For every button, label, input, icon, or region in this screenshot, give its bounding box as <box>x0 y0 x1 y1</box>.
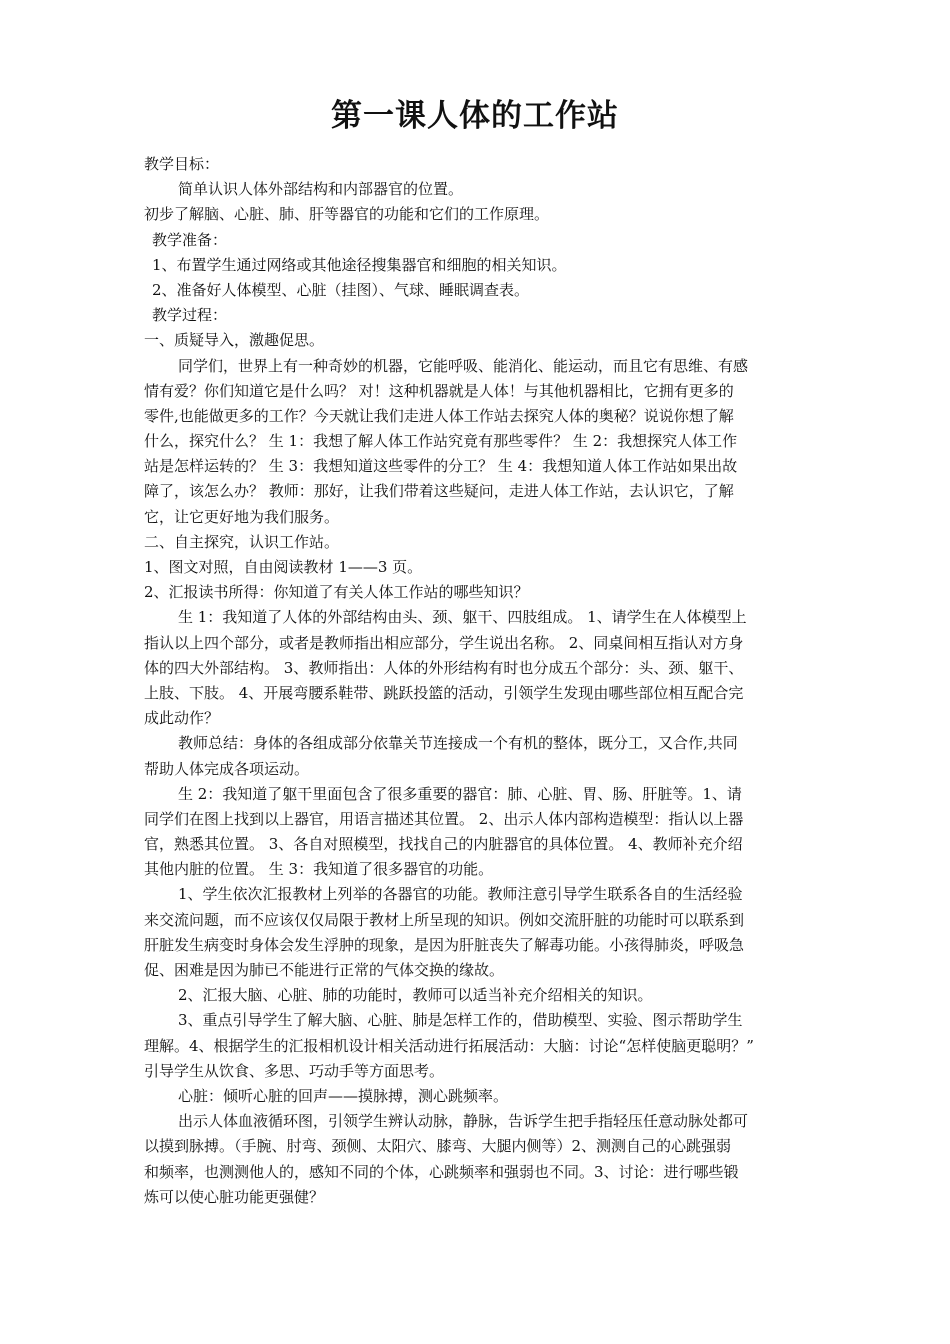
text-line: 肝脏发生病变时身体会发生浮肿的现象，是因为肝脏丧失了解毒功能。小孩得肺炎，呼吸急 <box>144 935 745 954</box>
text-line: 1、布置学生通过网络或其他途径搜集器官和细胞的相关知识。 <box>152 255 567 274</box>
text-line: 上肢、下肢。 4、开展弯腰系鞋带、跳跃投篮的活动，引领学生发现由哪些部位相互配合完 <box>144 683 744 702</box>
text-line: 体的四大外部结构。 3、教师指出：人体的外形结构有时也分成五个部分：头、颈、躯干、 <box>144 658 744 677</box>
text-line: 站是怎样运转的？ 生 3：我想知道这些零件的分工？ 生 4：我想知道人体工作站如果出故 <box>144 457 738 476</box>
text-line: 引导学生从饮食、多思、巧动手等方面思考。 <box>144 1061 445 1080</box>
text-line: 同学们，世界上有一种奇妙的机器，它能呼吸、能消化、能运动，而且它有思维、有感 <box>178 356 749 375</box>
text-line: 帮助人体完成各项运动。 <box>144 759 310 778</box>
text-line: 一、质疑导入，激趣促思。 <box>144 331 325 350</box>
text-line: 成此动作？ <box>144 709 220 728</box>
text-line: 教学目标： <box>144 155 220 173</box>
text-line: 和频率，也测测他人的，感知不同的个体，心跳频率和强弱也不同。3、讨论：进行哪些锻 <box>144 1162 739 1181</box>
text-line: 2、汇报读书所得：你知道了有关人体工作站的哪些知识？ <box>144 583 529 602</box>
lesson-body <box>144 152 824 1210</box>
text-line: 初步了解脑、心脏、肺、肝等器官的功能和它们的工作原理。 <box>144 205 550 224</box>
text-line: 官，熟悉其位置。 3、各自对照模型，找找自己的内脏器官的具体位置。 4、教师补充介绍 <box>144 835 743 854</box>
text-line: 二、自主探究，认识工作站。 <box>144 532 340 551</box>
text-line: 来交流问题，而不应该仅仅局限于教材上所呈现的知识。例如交流肝脏的功能时可以联系到 <box>144 910 745 929</box>
text-line: 促、困难是因为肺已不能进行正常的气体交换的缘故。 <box>144 961 505 979</box>
text-line: 理解。4、根据学生的汇报相机设计相关活动进行拓展活动：大脑：讨论“怎样使脑更聪明？” <box>144 1036 754 1055</box>
text-line: 简单认识人体外部结构和内部器官的位置。 <box>178 180 464 199</box>
page-title: 第一课人体的工作站 <box>331 98 619 134</box>
text-line: 教学准备： <box>152 230 228 249</box>
text-line: 出示人体血液循环图，引领学生辨认动脉，静脉，告诉学生把手指轻压任意动脉处都可 <box>178 1112 749 1131</box>
text-line: 2、准备好人体模型、心脏（挂图）、气球、睡眠调查表。 <box>152 280 530 299</box>
text-line: 情有爱？你们知道它是什么吗？ 对！这种机器就是人体！与其他机器相比，它拥有更多的 <box>144 381 734 400</box>
text-line: 1、图文对照，自由阅读教材 1——3 页。 <box>144 558 423 576</box>
text-line: 生 2：我知道了躯干里面包含了很多重要的器官：肺、心脏、胃、肠、肝脏等。1、请 <box>178 784 742 803</box>
text-line: 2、汇报大脑、心脏、肺的功能时，教师可以适当补充介绍相关的知识。 <box>178 986 653 1005</box>
text-line: 它，让它更好地为我们服务。 <box>144 507 340 526</box>
text-line: 心脏：倾听心脏的回声——摸脉搏，测心跳频率。 <box>178 1086 509 1105</box>
text-line: 零件,也能做更多的工作？今天就让我们走进人体工作站去探究人体的奥秘？说说你想了解 <box>144 406 734 425</box>
text-line: 1、学生依次汇报教材上列举的各器官的功能。教师注意引导学生联系各自的生活经验 <box>178 885 743 904</box>
text-line: 以摸到脉搏。（手腕、肘弯、颈侧、太阳穴、膝弯、大腿内侧等）2、测测自己的心跳强弱 <box>144 1137 732 1156</box>
text-line: 3、重点引导学生了解大脑、心脏、肺是怎样工作的，借助模型、实验、图示帮助学生 <box>178 1011 743 1030</box>
text-line: 同学们在图上找到以上器官，用语言描述其位置。 2、出示人体内部构造模型：指认以上器 <box>144 809 744 828</box>
text-line: 障了，该怎么办？ 教师：那好，让我们带着这些疑问，走进人体工作站，去认识它，了解 <box>144 482 734 501</box>
text-line: 什么，探究什么？ 生 1：我想了解人体工作站究竟有那些零件？ 生 2：我想探究人体工作 <box>144 432 738 451</box>
text-line: 教师总结：身体的各组成部分依靠关节连接成一个有机的整体，既分工，又合作,共同 <box>178 734 738 753</box>
text-line: 其他内脏的位置。 生 3：我知道了很多器官的功能。 <box>144 860 494 879</box>
text-line: 教学过程： <box>152 306 228 325</box>
text-line: 生 1：我知道了人体的外部结构由头、颈、躯干、四肢组成。 1、请学生在人体模型上 <box>178 608 747 627</box>
text-line: 炼可以使心脏功能更强健？ <box>144 1187 325 1206</box>
text-line: 指认以上四个部分，或者是教师指出相应部分，学生说出名称。 2、同桌间相互指认对方身 <box>144 633 744 652</box>
